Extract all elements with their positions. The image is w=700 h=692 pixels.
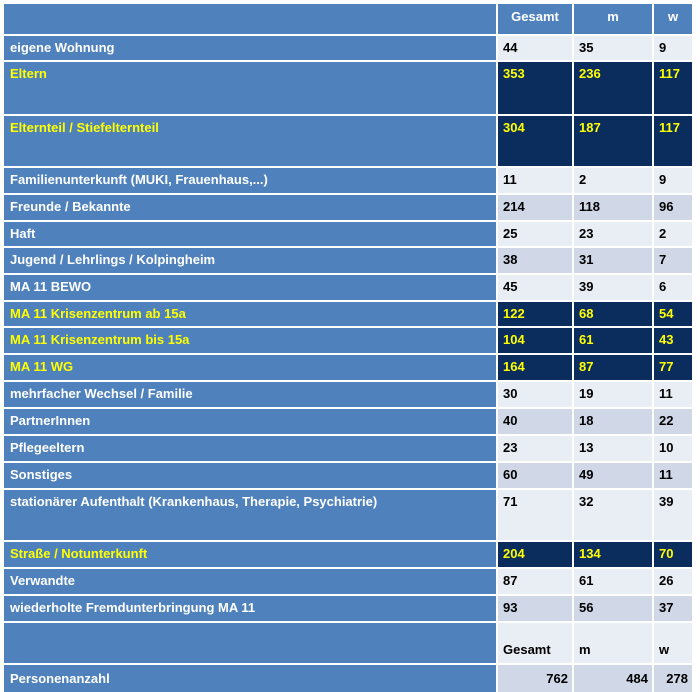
data-table [4,4,692,692]
cell-m: 134 [574,542,652,567]
cell-w: 117 [654,62,692,114]
cell-gesamt: 30 [498,382,572,407]
row-label: Elternteil / Stiefelternteil [4,116,496,166]
table-row [4,596,692,621]
cell-m: 236 [574,62,652,114]
table-row [4,36,692,60]
row-label: Jugend / Lehrlings / Kolpingheim [4,248,496,273]
cell-w: 37 [654,596,692,621]
cell-w: 6 [654,275,692,300]
subheader-w: w [654,623,692,663]
row-label: Pflegeeltern [4,436,496,461]
subheader-gesamt: Gesamt [498,623,572,663]
table-row-highlighted [4,62,692,114]
cell-w: 70 [654,542,692,567]
cell-gesamt: 204 [498,542,572,567]
cell-m: 87 [574,355,652,380]
cell-m: 19 [574,382,652,407]
cell-w: 7 [654,248,692,273]
cell-w: 96 [654,195,692,220]
table-row-highlighted [4,355,692,380]
cell-m: 39 [574,275,652,300]
row-label: mehrfacher Wechsel / Familie [4,382,496,407]
cell-w: 117 [654,116,692,166]
cell-m: 31 [574,248,652,273]
cell-w: 39 [654,490,692,540]
cell-m: 18 [574,409,652,434]
cell-m: 32 [574,490,652,540]
cell-m: 118 [574,195,652,220]
subheader-m: m [574,623,652,663]
cell-gesamt: 25 [498,222,572,246]
cell-w: 11 [654,382,692,407]
cell-m: 35 [574,36,652,60]
header-row [4,4,692,34]
cell-w: 9 [654,36,692,60]
cell-m: 2 [574,168,652,193]
row-label: MA 11 BEWO [4,275,496,300]
table-row [4,382,692,407]
total-label: Personenanzahl [4,665,496,692]
cell-gesamt: 164 [498,355,572,380]
table-row [4,248,692,273]
cell-gesamt: 60 [498,463,572,488]
row-label: stationärer Aufenthalt (Krankenhaus, Therapie, Psychiatrie) [4,490,496,540]
row-label: Sonstiges [4,463,496,488]
table-row [4,222,692,246]
row-label: Freunde / Bekannte [4,195,496,220]
cell-gesamt: 87 [498,569,572,594]
row-label: wiederholte Fremdunterbringung MA 11 [4,596,496,621]
table-row [4,275,692,300]
row-label: Straße / Notunterkunft [4,542,496,567]
column-header-m: m [574,4,652,34]
cell-m: 68 [574,302,652,326]
table-row [4,569,692,594]
cell-gesamt: 353 [498,62,572,114]
row-label: MA 11 WG [4,355,496,380]
cell-m: 13 [574,436,652,461]
cell-gesamt: 214 [498,195,572,220]
cell-w: 77 [654,355,692,380]
column-header-w: w [654,4,692,34]
header-corner [4,4,496,34]
cell-w: 43 [654,328,692,353]
cell-w: 10 [654,436,692,461]
row-label: Eltern [4,62,496,114]
total-w: 278 [654,665,692,692]
cell-gesamt: 304 [498,116,572,166]
cell-gesamt: 45 [498,275,572,300]
table-row [4,463,692,488]
total-row [4,665,692,692]
cell-w: 11 [654,463,692,488]
cell-gesamt: 40 [498,409,572,434]
table-row [4,409,692,434]
cell-w: 22 [654,409,692,434]
subheader-label [4,623,496,663]
cell-gesamt: 122 [498,302,572,326]
cell-gesamt: 93 [498,596,572,621]
cell-w: 26 [654,569,692,594]
cell-w: 54 [654,302,692,326]
cell-gesamt: 71 [498,490,572,540]
table-row [4,195,692,220]
total-m: 484 [574,665,652,692]
cell-gesamt: 11 [498,168,572,193]
row-label: PartnerInnen [4,409,496,434]
column-header-gesamt: Gesamt [498,4,572,34]
row-label: Verwandte [4,569,496,594]
row-label: Familienunterkunft (MUKI, Frauenhaus,...) [4,168,496,193]
cell-m: 49 [574,463,652,488]
row-label: Haft [4,222,496,246]
cell-m: 61 [574,569,652,594]
cell-w: 9 [654,168,692,193]
table-row [4,490,692,540]
cell-m: 187 [574,116,652,166]
subheader-row [4,623,692,663]
cell-gesamt: 104 [498,328,572,353]
table-row-highlighted [4,116,692,166]
row-label: eigene Wohnung [4,36,496,60]
cell-m: 56 [574,596,652,621]
table-row-highlighted [4,302,692,326]
total-gesamt: 762 [498,665,572,692]
cell-w: 2 [654,222,692,246]
row-label: MA 11 Krisenzentrum ab 15a [4,302,496,326]
cell-gesamt: 38 [498,248,572,273]
row-label: MA 11 Krisenzentrum bis 15a [4,328,496,353]
table-row-highlighted [4,542,692,567]
table-row [4,168,692,193]
cell-m: 61 [574,328,652,353]
cell-gesamt: 23 [498,436,572,461]
table-row-highlighted [4,328,692,353]
table-row [4,436,692,461]
cell-gesamt: 44 [498,36,572,60]
cell-m: 23 [574,222,652,246]
